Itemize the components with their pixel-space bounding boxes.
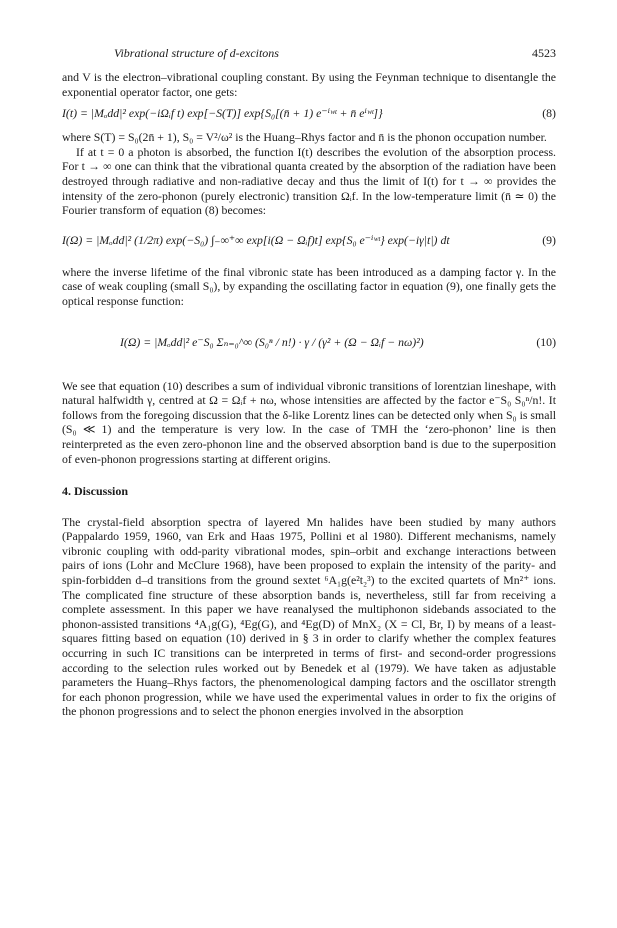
paragraph-discussion: The crystal-field absorption spectra of layered Mn halides have been studied by many authors (Pappalardo 1959, 1960, van Erk and Haas 1975, Pollini et al 1980). Different mechanisms, namely vibronic coupling with odd-parity vibrational modes, spin–orbit and exchange interactions between pairs of ions (Lohr and McClure 1968), have been proposed to explain the intensity of the parity- and spin-forbidden d–d transitions from the ground sextet ⁶A₁g(e²t₂³) to the excited quartets of Mn²⁺ ions. The complicated fine structure of these absorption bands is, nevertheless, still far from receiving a complete assessment. In this paper we have reanalysed the multiphonon sidebands associated to the phonon-assisted transitions ⁴A₁g(G), ⁴Eg(G), and ⁴Eg(D) of MnX₂ (X = Cl, Br, I) by means of a least-squares fitting based on equation (10) derived in § 3 in order to clarify whether the complex features occurring in such IC transitions can be interpreted in terms of first- and second-order progressions according to the selection rules worked out by Benedek et al (1979). We have taken as adjustable parameters the Huang–Rhys factors, the phenomenological damping factors and the oscillator strength for each phonon progression, while we have used the experimental values in order to fix the origins of the phonon progressions and to select the phonon energies involved in the absorption (62, 514, 556, 719)
section-heading: 4. Discussion (62, 484, 129, 499)
equation-9-number: (9) (542, 232, 556, 247)
equation-9 (62, 223, 556, 259)
page-header (62, 46, 556, 62)
paragraph-intro: and V is the electron–vibrational coupling constant. By using the Feynman technique to disentangle the exponential operator factor, one gets: (62, 70, 556, 99)
paragraph-lorentzian: We see that equation (10) describes a sum of individual vibronic transitions of lorentzian lineshape, with natural halfwidth γ, centred at Ω = Ωᵢf + nω, whose intensities are affected by the factor e⁻S₀ S₀ⁿ/n!. It follows from the foregoing discussion that the δ-like Lorentz lines can be detected only when S₀ is small (S₀ ≪ 1) and the temperature is very low. In the case of TMH the ‘zero-phonon’ line is then reinterpreted as the even zero-phonon line and the observed absorption band is due to the superposition of even-phonon progressions starting at different origins. (62, 378, 556, 466)
equation-8-number: (8) (542, 106, 556, 121)
running-title: Vibrational structure of d-excitons (114, 46, 279, 60)
page-number: 4523 (532, 46, 556, 60)
equation-10-body: I(Ω) = |Mₒdd|² e⁻S₀ Σₙ₌₀^∞ (S₀ⁿ / n!) · γ / (γ² + (Ω − Ωᵢf − nω)²) (120, 334, 424, 349)
equation-8 (62, 104, 556, 124)
paragraph-absorption: If at t = 0 a photon is absorbed, the function I(t) describes the evolution of the absorption process. For t → ∞ one can think that the vibrational quanta created by the absorption of the radiation have been destroyed through radiative and non-radiative decay and thus the limit of I(t) for t → ∞ provides the intensity of the zero-phonon (purely electronic) transition Ωᵢf. In the low-temperature limit (n̄ ≃ 0) the Fourier transform of equation (8) becomes: (62, 144, 556, 218)
equation-10-number: (10) (536, 334, 556, 349)
equation-9-body: I(Ω) = |Mₒdd|² (1/2π) exp(−S₀) ∫₋∞⁺∞ exp[i(Ω − Ωᵢf)t] exp{S₀ e⁻ⁱʷᵗ} exp(−iγ|t|) dt (62, 232, 450, 247)
paragraph-damping: where the inverse lifetime of the final vibronic state has been introduced as a damping factor γ. In the case of weak coupling (small S₀), by expanding the oscillating factor in equation (9), one finally gets the optical response function: (62, 264, 556, 308)
paragraph-huang-rhys: where S(T) = S₀(2n̄ + 1), S₀ = V²/ω² is the Huang–Rhys factor and n̄ is the phonon occupation number. (62, 130, 547, 145)
equation-10 (62, 317, 556, 369)
equation-8-body: I(t) = |Mₒdd|² exp(−iΩᵢf t) exp[−S(T)] exp{S₀[(n̄ + 1) e⁻ⁱʷᵗ + n̄ eⁱʷᵗ]} (62, 106, 383, 121)
page-body (62, 70, 556, 719)
